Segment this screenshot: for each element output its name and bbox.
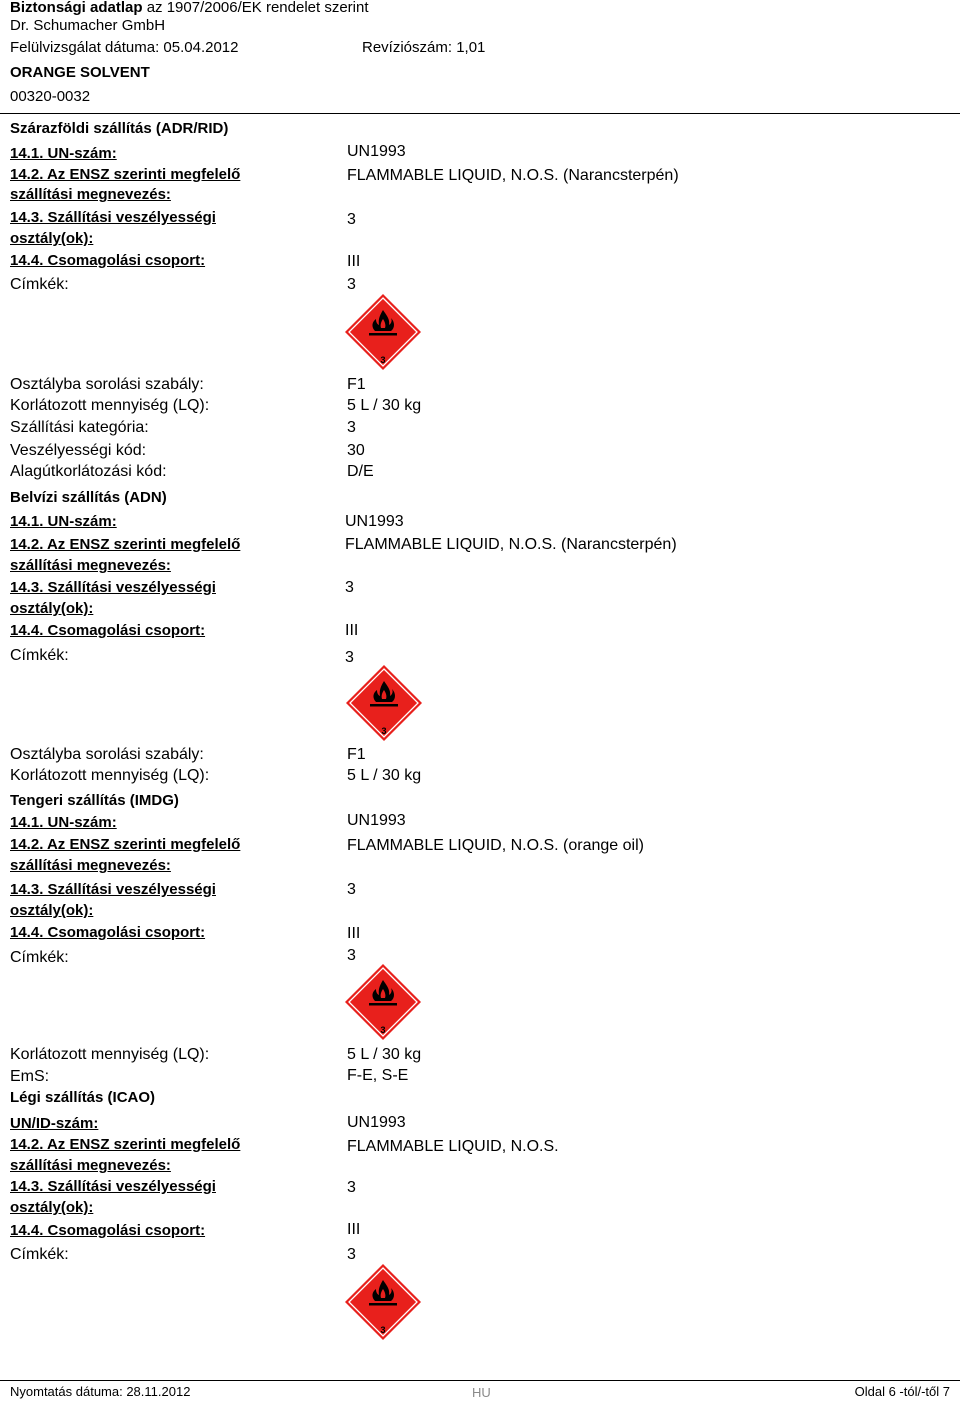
adn-un-label: 14.1. UN-szám: xyxy=(10,513,117,530)
flammable-liquid-class-3-icon xyxy=(343,1262,423,1342)
imdg-class-value: 3 xyxy=(347,881,356,898)
imdg-un-label: 14.1. UN-szám: xyxy=(10,814,117,831)
imdg-shipping-name-label-2: szállítási megnevezés: xyxy=(10,857,171,874)
imdg-class-label-1: 14.3. Szállítási veszélyességi xyxy=(10,881,216,898)
adr-shipping-name-label-2: szállítási megnevezés: xyxy=(10,186,171,203)
imdg-packing-group-label: 14.4. Csomagolási csoport: xyxy=(10,924,206,941)
adn-class-label-2: osztály(ok): xyxy=(10,600,94,617)
adr-classification-value: F1 xyxy=(347,376,366,393)
company-name: Dr. Schumacher GmbH xyxy=(10,17,166,34)
icao-labels-value: 3 xyxy=(347,1246,356,1263)
flammable-liquid-class-3-icon xyxy=(343,962,423,1042)
adn-shipping-name-label-1: 14.2. Az ENSZ szerinti megfelelő xyxy=(10,536,241,553)
adr-packing-group-label: 14.4. Csomagolási csoport: xyxy=(10,252,206,269)
adr-shipping-name-label-1: 14.2. Az ENSZ szerinti megfelelő xyxy=(10,166,241,183)
document-type: Biztonsági adatlap xyxy=(10,0,143,16)
adn-shipping-name-value: FLAMMABLE LIQUID, N.O.S. (Narancsterpén) xyxy=(345,536,677,553)
adr-classification-label: Osztályba sorolási szabály: xyxy=(10,376,204,393)
adr-transport-category-label: Szállítási kategória: xyxy=(10,419,149,436)
adr-hazard-code-label: Veszélyességi kód: xyxy=(10,442,147,459)
icao-shipping-name-value: FLAMMABLE LIQUID, N.O.S. xyxy=(347,1138,559,1155)
adr-transport-category-value: 3 xyxy=(347,419,356,436)
imdg-section-title: Tengeri szállítás (IMDG) xyxy=(10,792,179,809)
icao-section-title: Légi szállítás (ICAO) xyxy=(10,1089,156,1106)
adr-labels-value: 3 xyxy=(347,276,356,293)
adr-un-label: 14.1. UN-szám: xyxy=(10,145,117,162)
pictogram-class-number: 3 xyxy=(381,726,387,736)
adr-un-value: UN1993 xyxy=(347,143,406,160)
icao-shipping-name-label-2: szállítási megnevezés: xyxy=(10,1157,171,1174)
language-code: HU xyxy=(472,1385,491,1400)
icao-class-value: 3 xyxy=(347,1179,356,1196)
adn-limited-quantity-label: Korlátozott mennyiség (LQ): xyxy=(10,767,210,784)
imdg-packing-group-value: III xyxy=(347,925,361,942)
imdg-ems-value: F-E, S-E xyxy=(347,1067,409,1084)
print-date: Nyomtatás dátuma: 28.11.2012 xyxy=(10,1384,191,1399)
adn-shipping-name-label-2: szállítási megnevezés: xyxy=(10,557,171,574)
adn-labels-value: 3 xyxy=(345,649,354,666)
adr-tunnel-code-label: Alagútkorlátozási kód: xyxy=(10,463,167,480)
icao-un-value: UN1993 xyxy=(347,1114,406,1131)
imdg-labels-label: Címkék: xyxy=(10,949,69,966)
imdg-class-label-2: osztály(ok): xyxy=(10,902,94,919)
imdg-shipping-name-label-1: 14.2. Az ENSZ szerinti megfelelő xyxy=(10,836,241,853)
adn-labels-label: Címkék: xyxy=(10,647,69,664)
icao-packing-group-label: 14.4. Csomagolási csoport: xyxy=(10,1222,206,1239)
product-code: 00320-0032 xyxy=(10,88,91,105)
imdg-limited-quantity-label: Korlátozott mennyiség (LQ): xyxy=(10,1046,210,1063)
flammable-liquid-class-3-icon xyxy=(343,292,423,372)
footer-divider xyxy=(0,1380,960,1381)
pictogram-class-number: 3 xyxy=(380,1325,386,1335)
imdg-shipping-name-value: FLAMMABLE LIQUID, N.O.S. (orange oil) xyxy=(347,837,644,854)
icao-class-label-2: osztály(ok): xyxy=(10,1199,94,1216)
product-name: ORANGE SOLVENT xyxy=(10,64,150,81)
adn-class-label-1: 14.3. Szállítási veszélyességi xyxy=(10,579,216,596)
pictogram-class-number: 3 xyxy=(380,355,386,365)
adr-class-label-2: osztály(ok): xyxy=(10,230,94,247)
adn-classification-value: F1 xyxy=(347,746,366,763)
adn-packing-group-label: 14.4. Csomagolási csoport: xyxy=(10,622,206,639)
icao-labels-label: Címkék: xyxy=(10,1246,69,1263)
imdg-limited-quantity-value: 5 L / 30 kg xyxy=(347,1046,422,1063)
imdg-labels-value: 3 xyxy=(347,947,356,964)
imdg-ems-label: EmS: xyxy=(10,1068,50,1085)
adr-shipping-name-value: FLAMMABLE LIQUID, N.O.S. (Narancsterpén) xyxy=(347,167,679,184)
icao-un-label: UN/ID-szám: xyxy=(10,1115,99,1132)
adn-limited-quantity-value: 5 L / 30 kg xyxy=(347,767,422,784)
adr-packing-group-value: III xyxy=(347,253,361,270)
adn-classification-label: Osztályba sorolási szabály: xyxy=(10,746,204,763)
icao-packing-group-value: III xyxy=(347,1221,361,1238)
adn-class-value: 3 xyxy=(345,579,354,596)
icao-class-label-1: 14.3. Szállítási veszélyességi xyxy=(10,1178,216,1195)
header-divider xyxy=(0,113,960,114)
pictogram-class-number: 3 xyxy=(380,1025,386,1035)
adr-section-title: Szárazföldi szállítás (ADR/RID) xyxy=(10,120,229,137)
adr-tunnel-code-value: D/E xyxy=(347,463,374,480)
adr-class-value: 3 xyxy=(347,211,356,228)
revision-number: Revíziószám: 1,01 xyxy=(362,39,486,56)
icao-shipping-name-label-1: 14.2. Az ENSZ szerinti megfelelő xyxy=(10,1136,241,1153)
document-title xyxy=(10,0,369,15)
review-date: Felülvizsgálat dátuma: 05.04.2012 xyxy=(10,39,239,56)
page-number: Oldal 6 -tól/-től 7 xyxy=(854,1384,950,1399)
adr-labels-label: Címkék: xyxy=(10,276,69,293)
imdg-un-value: UN1993 xyxy=(347,812,406,829)
flammable-liquid-class-3-icon xyxy=(344,663,424,743)
adr-limited-quantity-label: Korlátozott mennyiség (LQ): xyxy=(10,397,210,414)
adn-un-value: UN1993 xyxy=(345,513,404,530)
adr-limited-quantity-value: 5 L / 30 kg xyxy=(347,397,422,414)
adr-hazard-code-value: 30 xyxy=(347,442,365,459)
adn-section-title: Belvízi szállítás (ADN) xyxy=(10,489,167,506)
adr-class-label-1: 14.3. Szállítási veszélyességi xyxy=(10,209,216,226)
adn-packing-group-value: III xyxy=(345,622,359,639)
regulation-reference: az 1907/2006/EK rendelet szerint xyxy=(146,0,369,16)
